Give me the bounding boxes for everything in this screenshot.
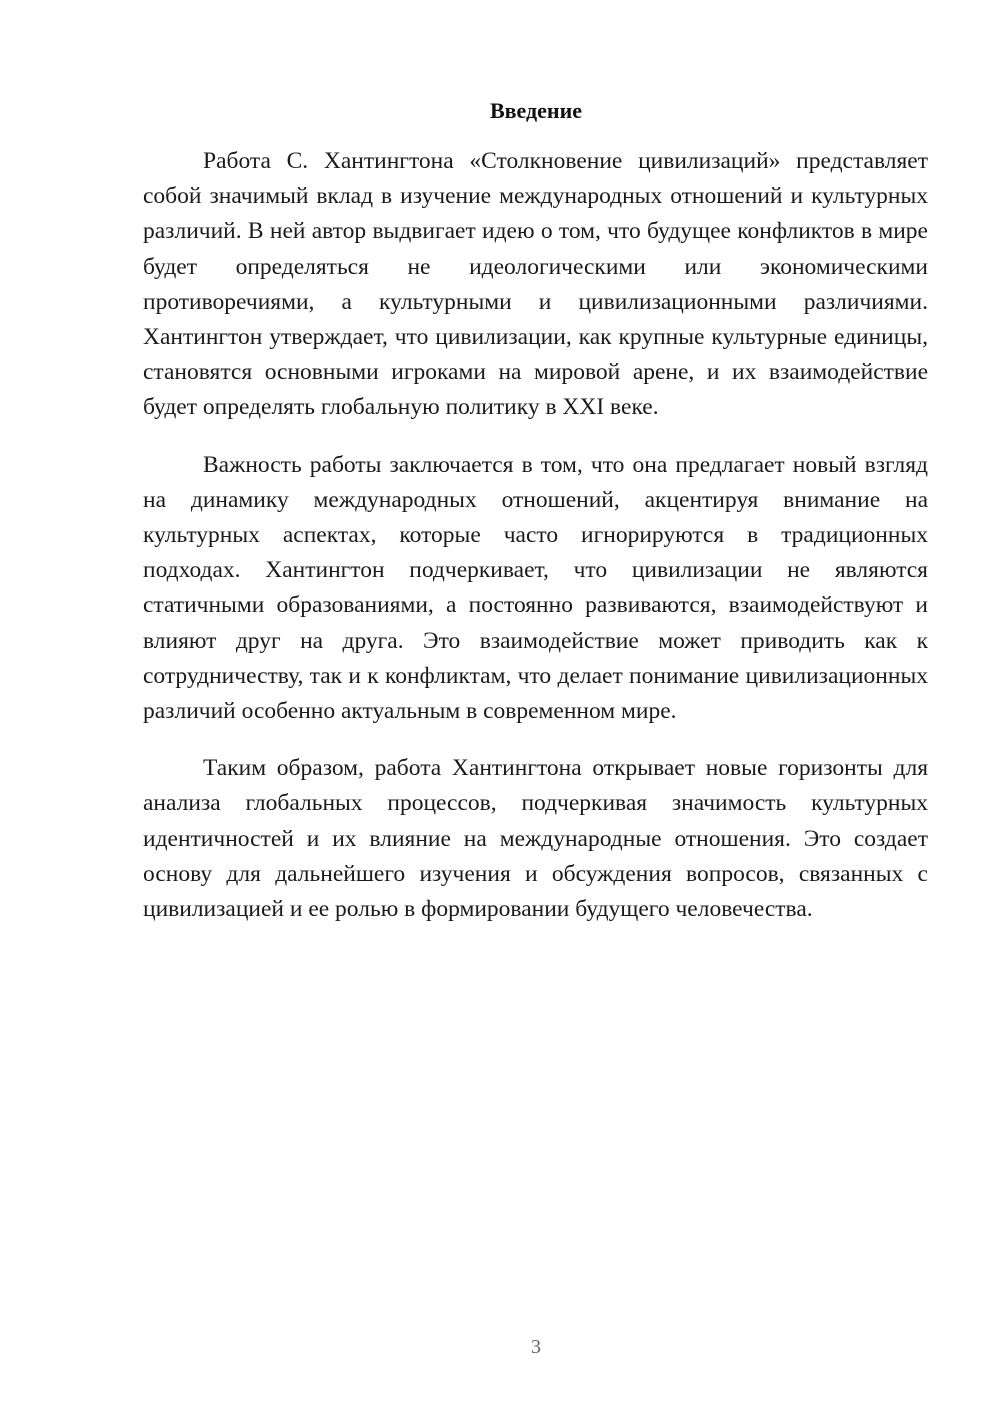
paragraph-1: Работа С. Хантингтона «Столкновение цивилизаций» представляет собой значимый вклад в изучение международных отношений и культурных различий. В ней автор выдвигает идею о том, что будущее конфликтов в мире будет определяться не идеологическими или экономическими противоречиями, а культурными и цивилизационными различиями. Хантингтон утверждает, что цивилизации, как крупные культурные единицы, становятся основными игроками на мировой арене, и их взаимодействие будет определять глобальную политику в XXI веке. [143, 148, 928, 421]
paragraph-3: Таким образом, работа Хантингтона открывает новые горизонты для анализа глобальных процессов, подчеркивая значимость культурных идентичностей и их влияние на международные отношения. Это создает основу для дальнейшего изучения и обсуждения вопросов, связанных с цивилизацией и ее ролью в формировании будущего человечества. [143, 755, 928, 923]
body-text [143, 144, 928, 949]
paragraph-2: Важность работы заключается в том, что она предлагает новый взгляд на динамику международных отношений, акцентируя внимание на культурных аспектах, которые часто игнорируются в традиционных подходах. Хантингтон подчеркивает, что цивилизации не являются статичными образованиями, а постоянно развиваются, взаимодействуют и влияют друг на друга. Это взаимодействие может приводить как к сотрудничеству, так и к конфликтам, что делает понимание цивилизационных различий особенно актуальным в современном мире. [143, 451, 928, 725]
page-number: 3 [531, 1336, 541, 1358]
section-heading: Введение [489, 98, 583, 123]
